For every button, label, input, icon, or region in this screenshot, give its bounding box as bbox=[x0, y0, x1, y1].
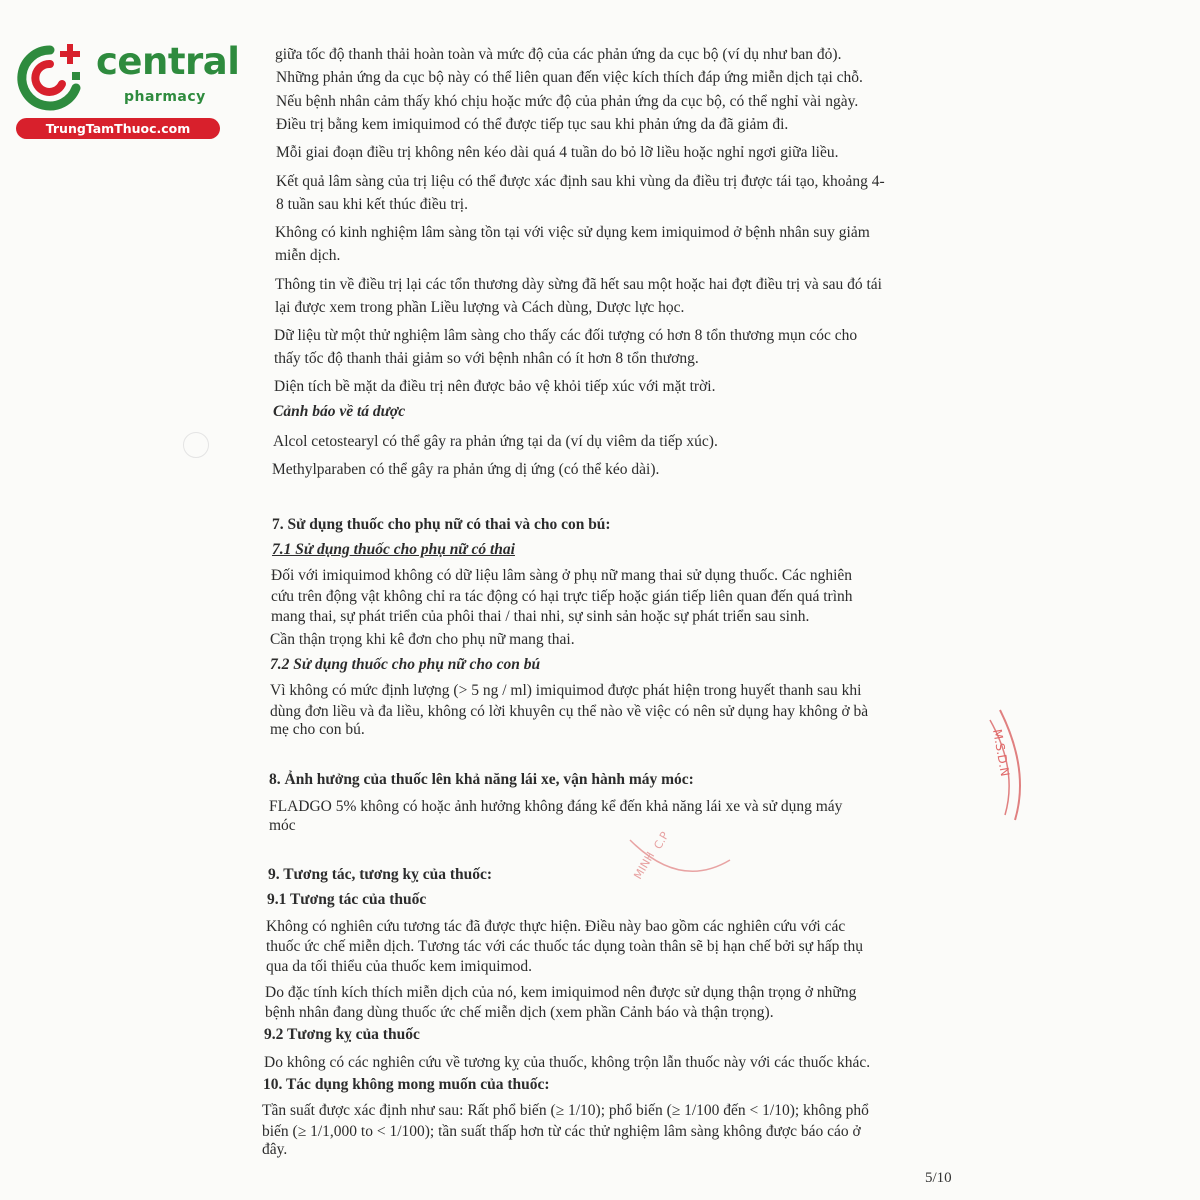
svg-text:C.P: C.P bbox=[651, 829, 672, 852]
text-line: biến (≥ 1/1,000 to < 1/100); tần suất thấp hơn từ các thử nghiệm lâm sàng không được báo cáo ở bbox=[262, 1123, 861, 1140]
text-line: đây. bbox=[262, 1141, 288, 1158]
text-line: miễn dịch. bbox=[275, 247, 341, 264]
text-line: Đối với imiquimod không có dữ liệu lâm sàng ở phụ nữ mang thai sử dụng thuốc. Các nghiên bbox=[271, 567, 853, 584]
text-line: Alcol cetostearyl có thể gây ra phản ứng tại da (ví dụ viêm da tiếp xúc). bbox=[273, 433, 718, 450]
text-line: Do đặc tính kích thích miễn dịch của nó, kem imiquimod nên được sử dụng thận trọng ở những bbox=[265, 984, 857, 1001]
text-line: cứu trên động vật không chỉ ra tác động có hại trực tiếp hoặc gián tiếp liên quan đến quá trình bbox=[271, 588, 853, 605]
text-line: giữa tốc độ thanh thải hoàn toàn và mức độ của các phản ứng da cục bộ (ví dụ như ban đỏ). bbox=[275, 46, 842, 63]
text-line: Cần thận trọng khi kê đơn cho phụ nữ mang thai. bbox=[270, 631, 575, 648]
text-line: 8 tuần sau khi kết thúc điều trị. bbox=[276, 196, 468, 213]
pharmacy-cross-logo-icon bbox=[10, 38, 90, 118]
text-line: mang thai, sự phát triển của phôi thai / thai nhi, sự sinh sản hoặc sự phát triển sau sinh. bbox=[271, 608, 810, 625]
text-line: Dữ liệu từ một thử nghiệm lâm sàng cho thấy các đối tượng có hơn 8 tổn thương mụn cóc cho bbox=[274, 327, 858, 344]
text-line: Thông tin về điều trị lại các tổn thương dày sừng đã hết sau một hoặc hai đợt điều trị và sau đó tái bbox=[275, 276, 882, 293]
text-line: Không có kinh nghiệm lâm sàng tồn tại với việc sử dụng kem imiquimod ở bệnh nhân suy giảm bbox=[275, 224, 870, 241]
subheading: 9.2 Tương kỵ của thuốc bbox=[264, 1026, 420, 1043]
svg-text:MINH: MINH bbox=[631, 849, 658, 882]
text-line: Diện tích bề mặt da điều trị nên được bảo vệ khỏi tiếp xúc với mặt trời. bbox=[274, 378, 716, 395]
text-line: thuốc ức chế miễn dịch. Tương tác với các thuốc tác dụng toàn thân sẽ bị hạn chế bởi sự hấp thụ bbox=[266, 938, 863, 955]
punch-hole-mark bbox=[183, 432, 209, 458]
text-line: FLADGO 5% không có hoặc ảnh hưởng không đáng kể đến khả năng lái xe và sử dụng máy bbox=[269, 798, 843, 815]
logo-subtitle: pharmacy bbox=[124, 89, 206, 105]
logo-name: central bbox=[96, 40, 240, 83]
text-line: Do không có các nghiên cứu về tương kỵ của thuốc, không trộn lẫn thuốc này với các thuốc khác. bbox=[264, 1054, 871, 1071]
text-line: Mỗi giai đoạn điều trị không nên kéo dài quá 4 tuần do bỏ lỡ liều hoặc nghỉ ngơi giữa liều. bbox=[276, 144, 839, 161]
subheading: 7.2 Sử dụng thuốc cho phụ nữ cho con bú bbox=[270, 656, 541, 673]
logo-url-badge: TrungTamThuoc.com bbox=[16, 118, 220, 139]
section-heading: 9. Tương tác, tương kỵ của thuốc: bbox=[268, 866, 493, 883]
text-line: bệnh nhân đang dùng thuốc ức chế miễn dịch (xem phần Cảnh báo và thận trọng). bbox=[265, 1004, 774, 1021]
svg-text:M.S.D.N: M.S.D.N bbox=[990, 728, 1013, 778]
section-heading: 10. Tác dụng không mong muốn của thuốc: bbox=[263, 1076, 550, 1093]
text-line: Nếu bệnh nhân cảm thấy khó chịu hoặc mức độ của phản ứng da cục bộ, có thể nghỉ vài ngày. bbox=[276, 93, 859, 110]
text-line: dùng đơn liều và đa liều, không có lời khuyên cụ thể nào về việc có nên sử dụng hay không ở bà bbox=[270, 703, 869, 720]
section-heading: 7. Sử dụng thuốc cho phụ nữ có thai và cho con bú: bbox=[272, 516, 611, 533]
text-line: qua da tối thiểu của thuốc kem imiquimod. bbox=[266, 958, 533, 975]
text-line: Methylparaben có thể gây ra phản ứng dị ứng (có thể kéo dài). bbox=[272, 461, 660, 478]
text-line: Không có nghiên cứu tương tác đã được thực hiện. Điều này bao gồm các nghiên cứu với các bbox=[266, 918, 846, 935]
text-line: Vì không có mức định lượng (> 5 ng / ml) imiquimod được phát hiện trong huyết thanh sau khi bbox=[270, 682, 862, 699]
page-number: 5/10 bbox=[925, 1170, 952, 1186]
text-line: lại được xem trong phần Liều lượng và Cách dùng, Dược lực học. bbox=[275, 299, 685, 316]
text-line: mẹ cho con bú. bbox=[270, 721, 365, 738]
subheading: Cảnh báo về tá dược bbox=[273, 403, 406, 420]
text-line: Những phản ứng da cục bộ này có thể liên quan đến việc kích thích đáp ứng miễn dịch tại chỗ. bbox=[276, 69, 863, 86]
text-line: thấy tốc độ thanh thải giảm so với bệnh nhân có ít hơn 8 tổn thương. bbox=[274, 350, 699, 367]
section-heading: 8. Ảnh hưởng của thuốc lên khả năng lái xe, vận hành máy móc: bbox=[269, 771, 694, 788]
text-line: móc bbox=[269, 817, 296, 834]
subheading: 7.1 Sử dụng thuốc cho phụ nữ có thai bbox=[272, 541, 515, 558]
central-pharmacy-logo bbox=[10, 38, 240, 138]
text-line: Tần suất được xác định như sau: Rất phổ biến (≥ 1/10); phổ biến (≥ 1/100 đến < 1/10); không phổ bbox=[262, 1102, 869, 1119]
text-line: Kết quả lâm sàng của trị liệu có thể được xác định sau khi vùng da điều trị được tái tạo, khoảng 4- bbox=[276, 173, 885, 190]
subheading: 9.1 Tương tác của thuốc bbox=[267, 891, 427, 908]
text-line: Điều trị bằng kem imiquimod có thể được tiếp tục sau khi phản ứng da đã giảm đi. bbox=[276, 116, 789, 133]
